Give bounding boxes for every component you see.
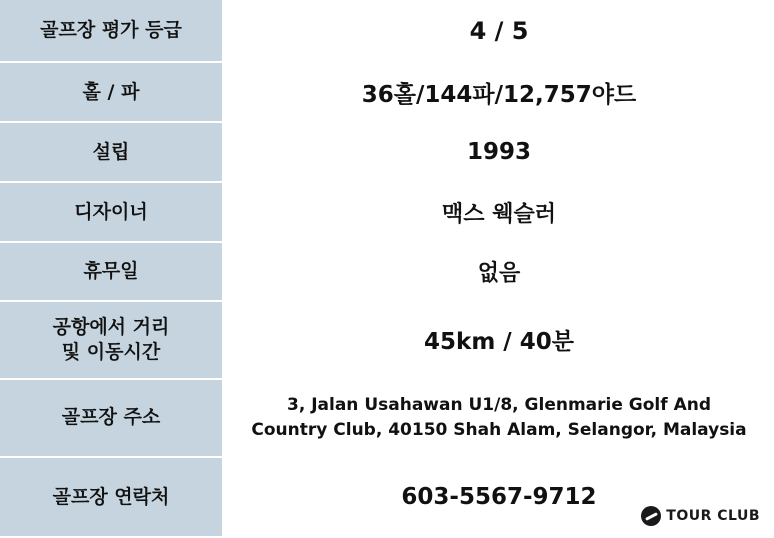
- table-row: [0, 379, 774, 457]
- row-value-designer: 맥스 웩슬러: [223, 182, 774, 242]
- row-label-airport-distance-line2: 및 이동시간: [61, 340, 161, 363]
- row-value-address-line2: Country Club, 40150 Shah Alam, Selangor, Malaysia: [251, 419, 747, 440]
- table-row: [0, 242, 774, 300]
- table-row: [0, 301, 774, 379]
- row-value-phone: [223, 457, 774, 537]
- row-label-founded: 설립: [0, 122, 223, 182]
- row-value-closed-days: 없음: [223, 242, 774, 300]
- row-value-founded: 1993: [223, 122, 774, 182]
- table-row: [0, 122, 774, 182]
- row-value-address: [223, 379, 774, 457]
- row-label-closed-days: 휴무일: [0, 242, 223, 300]
- table-row: [0, 62, 774, 122]
- row-label-airport-distance-line1: 공항에서 거리: [52, 315, 170, 338]
- table-row: [0, 457, 774, 537]
- row-label-rating: 골프장 평가 등급: [0, 0, 223, 62]
- row-value-airport-distance: 45km / 40분: [223, 301, 774, 379]
- golf-ball-icon: [641, 506, 661, 526]
- tour-club-logo: [641, 506, 760, 526]
- table-row: [0, 0, 774, 62]
- logo-text: TOUR CLUB: [666, 508, 760, 524]
- row-label-holes-par: 홀 / 파: [0, 62, 223, 122]
- phone-number-text: 603-5567-9712: [401, 483, 597, 510]
- row-value-address-line1: 3, Jalan Usahawan U1/8, Glenmarie Golf And: [287, 395, 711, 416]
- row-label-airport-distance: [0, 301, 223, 379]
- row-value-rating: 4 / 5: [223, 0, 774, 62]
- table-row: [0, 182, 774, 242]
- row-label-phone: 골프장 연락처: [0, 457, 223, 537]
- row-label-address: 골프장 주소: [0, 379, 223, 457]
- row-label-designer: 디자이너: [0, 182, 223, 242]
- row-value-holes-par: 36홀/144파/12,757야드: [223, 62, 774, 122]
